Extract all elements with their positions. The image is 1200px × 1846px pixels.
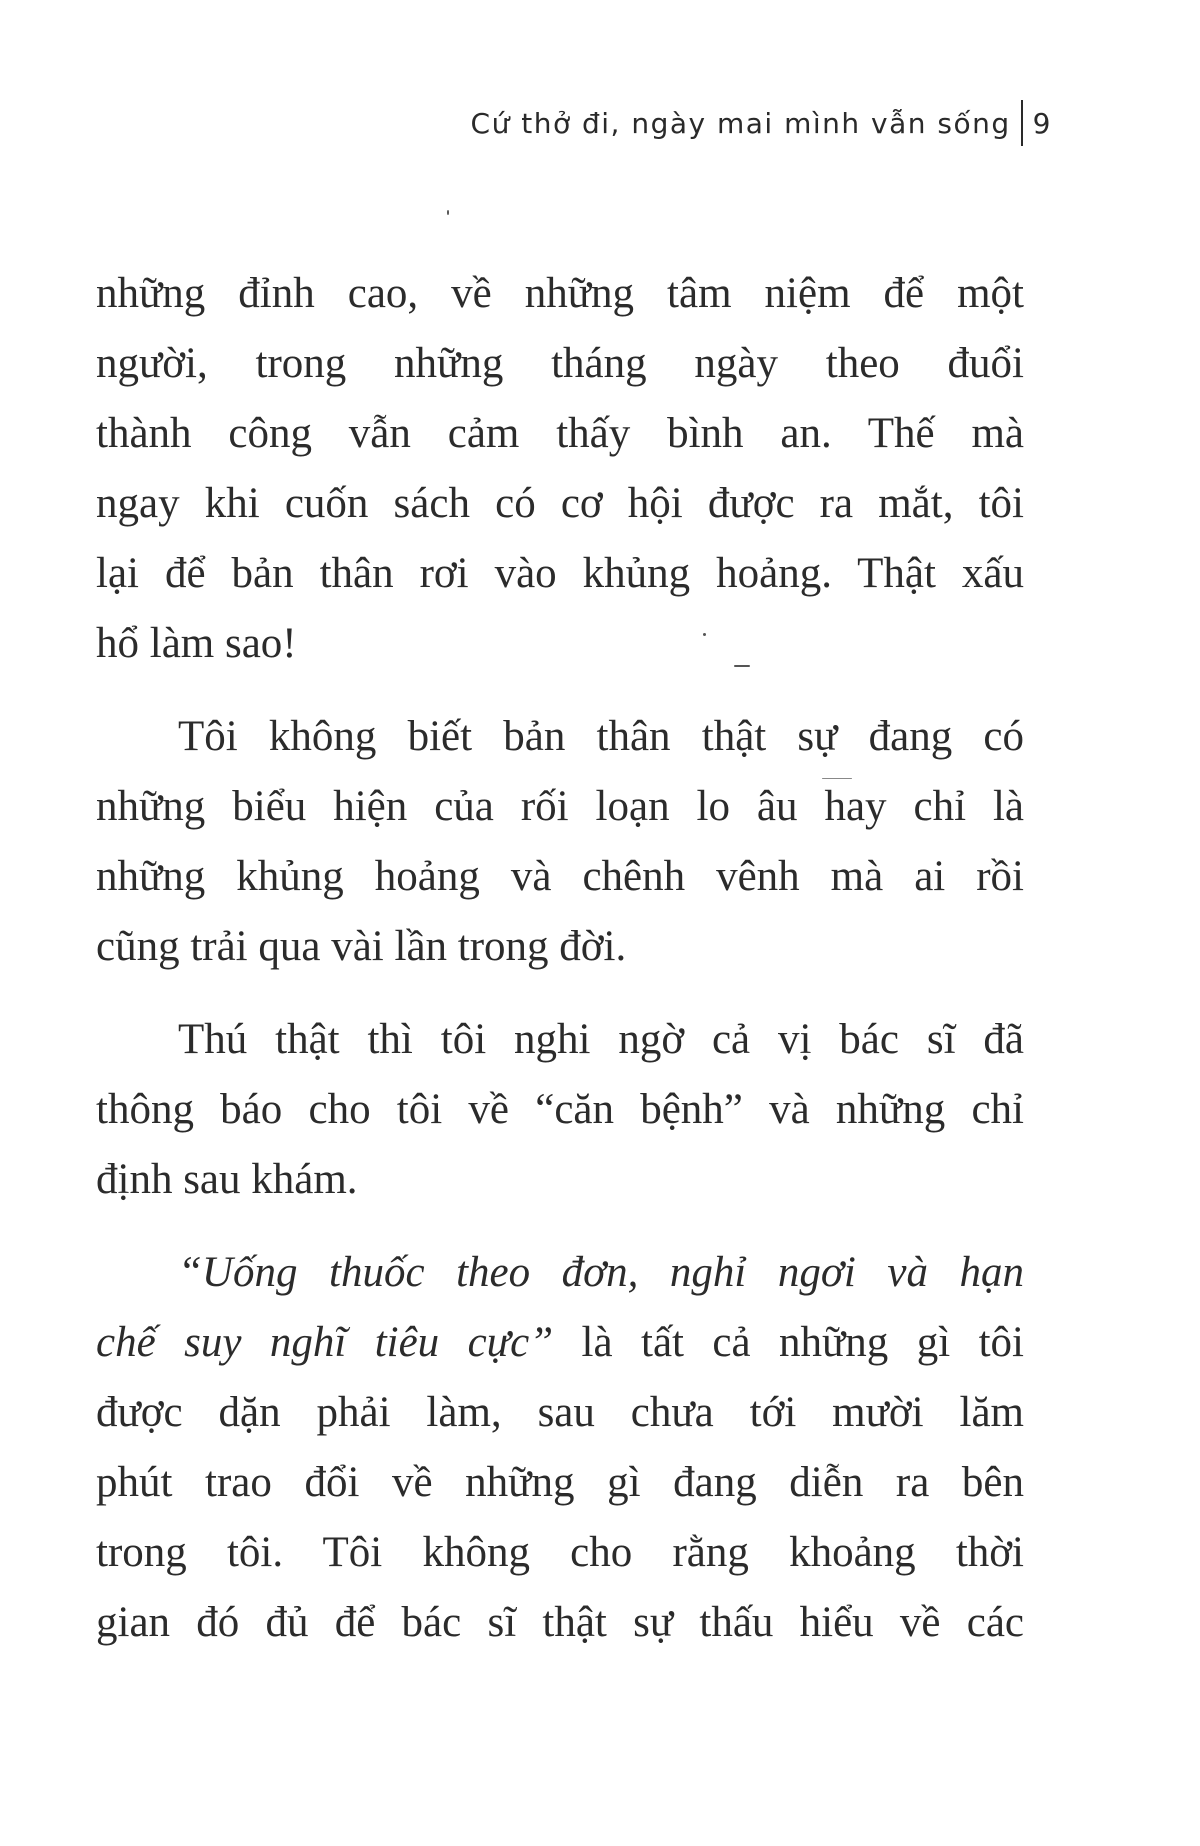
- text-line: cũng trải qua vài lần trong đời.: [96, 923, 627, 970]
- text-line: những đỉnh cao, về những tâm niệm để một: [96, 270, 1024, 317]
- header-title: Cứ thở đi, ngày mai mình vẫn sống: [470, 106, 1011, 140]
- header-divider: [1021, 100, 1023, 146]
- paragraph-2: [96, 702, 1024, 982]
- text-line: lại để bản thân rơi vào khủng hoảng. Thật xấu: [96, 550, 1024, 597]
- paragraph-3: [96, 1005, 1024, 1215]
- text-line: [96, 1308, 1024, 1378]
- text-fragment: là tất cả những gì tôi: [553, 1319, 1024, 1366]
- text-line: được dặn phải làm, sau chưa tới mười lăm: [96, 1389, 1024, 1436]
- text-line: Tôi không biết bản thân thật sự đang có: [178, 713, 1024, 760]
- text-line: thành công vẫn cảm thấy bình an. Thế mà: [96, 410, 1024, 457]
- running-header: [471, 98, 1052, 148]
- text-line: những khủng hoảng và chênh vênh mà ai rồi: [96, 853, 1024, 900]
- body-text: [96, 259, 1024, 1658]
- text-line: trong tôi. Tôi không cho rằng khoảng thời: [96, 1529, 1024, 1576]
- text-line: hổ làm sao!: [96, 620, 297, 667]
- paragraph-1: [96, 259, 1024, 679]
- quote-line: “Uống thuốc theo đơn, nghỉ ngơi và hạn: [178, 1249, 1024, 1296]
- text-line: thông báo cho tôi về “căn bệnh” và những chỉ: [96, 1086, 1024, 1133]
- text-line: định sau khám.: [96, 1156, 358, 1203]
- quote-fragment: chế suy nghĩ tiêu cực”: [96, 1319, 554, 1366]
- text-line: Thú thật thì tôi nghi ngờ cả vị bác sĩ đã: [178, 1016, 1024, 1063]
- paragraph-4: [96, 1238, 1024, 1658]
- scan-speck: [447, 210, 449, 215]
- text-line: những biểu hiện của rối loạn lo âu hay chỉ là: [96, 783, 1024, 830]
- text-line: người, trong những tháng ngày theo đuổi: [96, 340, 1024, 387]
- text-line: ngay khi cuốn sách có cơ hội được ra mắt, tôi: [96, 480, 1024, 527]
- text-line: gian đó đủ để bác sĩ thật sự thấu hiểu về các: [96, 1599, 1024, 1646]
- text-line: phút trao đổi về những gì đang diễn ra bên: [96, 1459, 1024, 1506]
- page-number: 9: [1032, 106, 1052, 140]
